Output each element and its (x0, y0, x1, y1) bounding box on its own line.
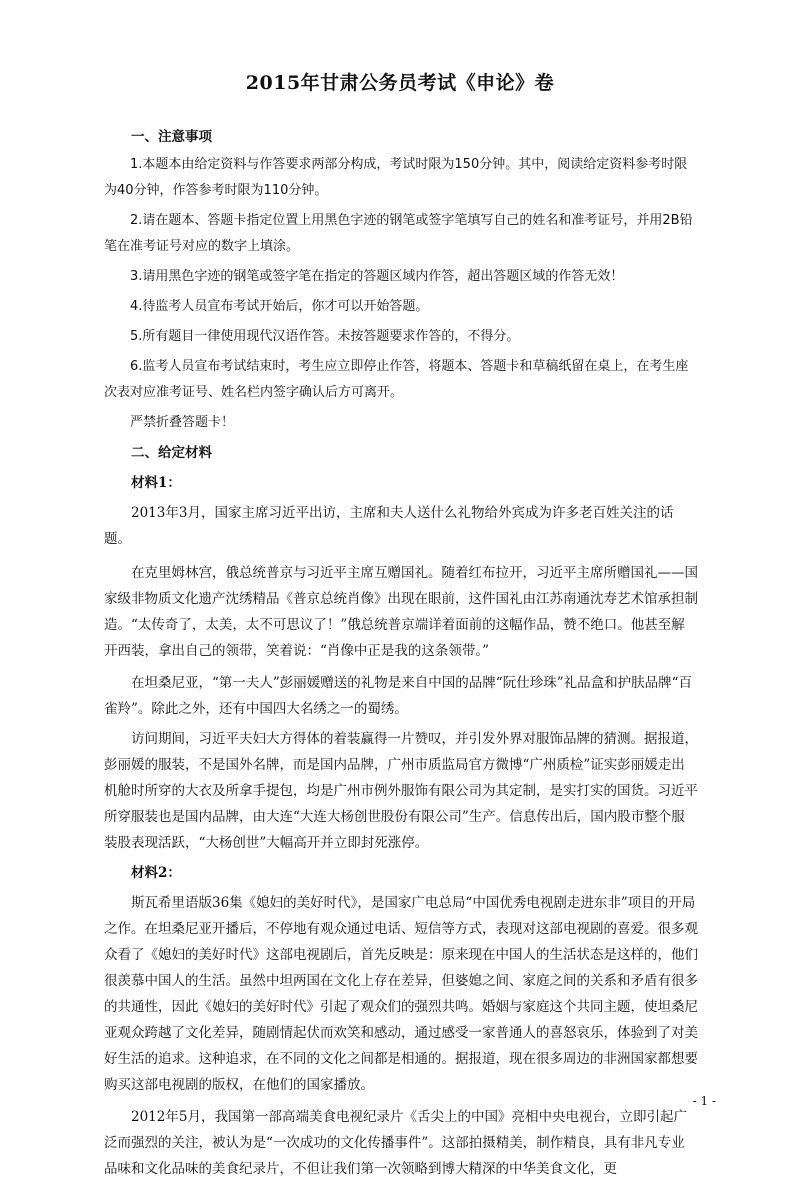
notice-item: 6.监考人员宣布考试结束时，考生应立即停止作答，将题本、答题卡和草稿纸留在桌上，在考生座次表对应准考证号、姓名栏内签字确认后方可离开。 (104, 359, 689, 400)
notice-warning: 严禁折叠答题卡！ (130, 415, 235, 430)
notice-item: 4.待监考人员宣布考试开始后，你才可以开始答题。 (130, 299, 429, 314)
material-1-paragraph: 在克里姆林宫，俄总统普京与习近平主席互赠国礼。随着红布拉开，习近平主席所赠国礼——国家级非物质文化遗产沈绣精品《普京总统肖像》出现在眼前，这件国礼由江苏南通沈寿艺术馆承担制造。“太传奇了，太美，太不可思议了！”俄总统普京端详着面前的这幅作品，赞不绝口。他甚至解开西装，拿出自己的领带，笑着说：“肖像中正是我的这条领带。” (104, 565, 698, 659)
document-title: 2015年甘肃公务员考试《申论》卷 (245, 72, 555, 94)
material-1-paragraph: 在坦桑尼亚，“第一夫人”彭丽媛赠送的礼物是来自中国的品牌“阮仕珍珠”礼品盒和护肤品牌“百雀羚”。除此之外，还有中国四大名绣之一的蜀绣。 (104, 675, 693, 717)
notice-item: 1.本题本由给定资料与作答要求两部分构成，考试时限为150分钟。其中，阅读给定资料参考时限为40分钟，作答参考时限为110分钟。 (104, 157, 688, 198)
material-1-paragraph: 访问期间，习近平夫妇大方得体的着装赢得一片赞叹，并引发外界对服饰品牌的猜测。据报道，彭丽媛的服装，不是国外名牌，而是国内品牌，广州市质监局官方微博“广州质检”证实彭丽媛走出机舱时所穿的大衣及所拿手提包，均是广州市例外服饰有限公司为其定制，是实打实的国货。习近平所穿服装也是国内品牌，由大连“大连大杨创世股份有限公司”生产。信息传出后，国内股市整个服装股表现活跃，“大杨创世”大幅高开并立即封死涨停。 (104, 731, 698, 851)
document-body (104, 124, 698, 1182)
notice-item: 5.所有题目一律使用现代汉语作答。未按答题要求作答的，不得分。 (130, 329, 520, 344)
notice-item: 2.请在题本、答题卡指定位置上用黑色字迹的钢笔或签字笔填写自己的姓名和准考证号，并用2B铅笔在准考证号对应的数字上填涂。 (104, 213, 693, 254)
material-2-paragraph: 2012年5月，我国第一部高端美食电视纪录片《舌尖上的中国》亮相中央电视台，立即引起广泛而强烈的关注，被认为是“一次成功的文化传播事件”。这部拍摄精美，制作精良，具有非凡专业品味和文化品味的美食纪录片，不但让我们第一次领略到博大精深的中华美食文化，更 (104, 1109, 687, 1177)
material-2-paragraph: 斯瓦希里语版36集《媳妇的美好时代》，是国家广电总局“中国优秀电视剧走进东非”项目的开局之作。在坦桑尼亚开播后，不停地有观众通过电话、短信等方式，表现对这部电视剧的喜爱。很多观众看了《媳妇的美好时代》这部电视剧后，首先反映是：原来现在中国人的生活状态是这样的，他们很羡慕中国人的生活。虽然中坦两国在文化上存在差异，但婆媳之间、家庭之间的关系和矛盾有很多的共通性，因此《媳妇的美好时代》引起了观众们的强烈共鸣。婚姻与家庭这个共同主题，使坦桑尼亚观众跨越了文化差异，随剧情起伏而欢笑和感动，通过感受一家普通人的喜怒哀乐，体验到了对美好生活的追求。这种追求，在不同的文化之间都是相通的。据报道，现在很多周边的非洲国家都想要购买这部电视剧的版权，在他们的国家播放。 (104, 895, 698, 1093)
material-1-label: 材料1： (131, 475, 181, 491)
material-2-label: 材料2： (131, 865, 181, 881)
materials-heading: 二、给定材料 (131, 445, 212, 461)
material-1-paragraph: 2013年3月，国家主席习近平出访，主席和夫人送什么礼物给外宾成为许多老百姓关注的话题。 (104, 505, 674, 547)
notice-heading: 一、注意事项 (131, 129, 212, 145)
page-number: - 1 - (692, 1094, 716, 1108)
notice-item: 3.请用黑色字迹的钢笔或签字笔在指定的答题区域内作答，超出答题区域的作答无效！ (130, 269, 624, 284)
